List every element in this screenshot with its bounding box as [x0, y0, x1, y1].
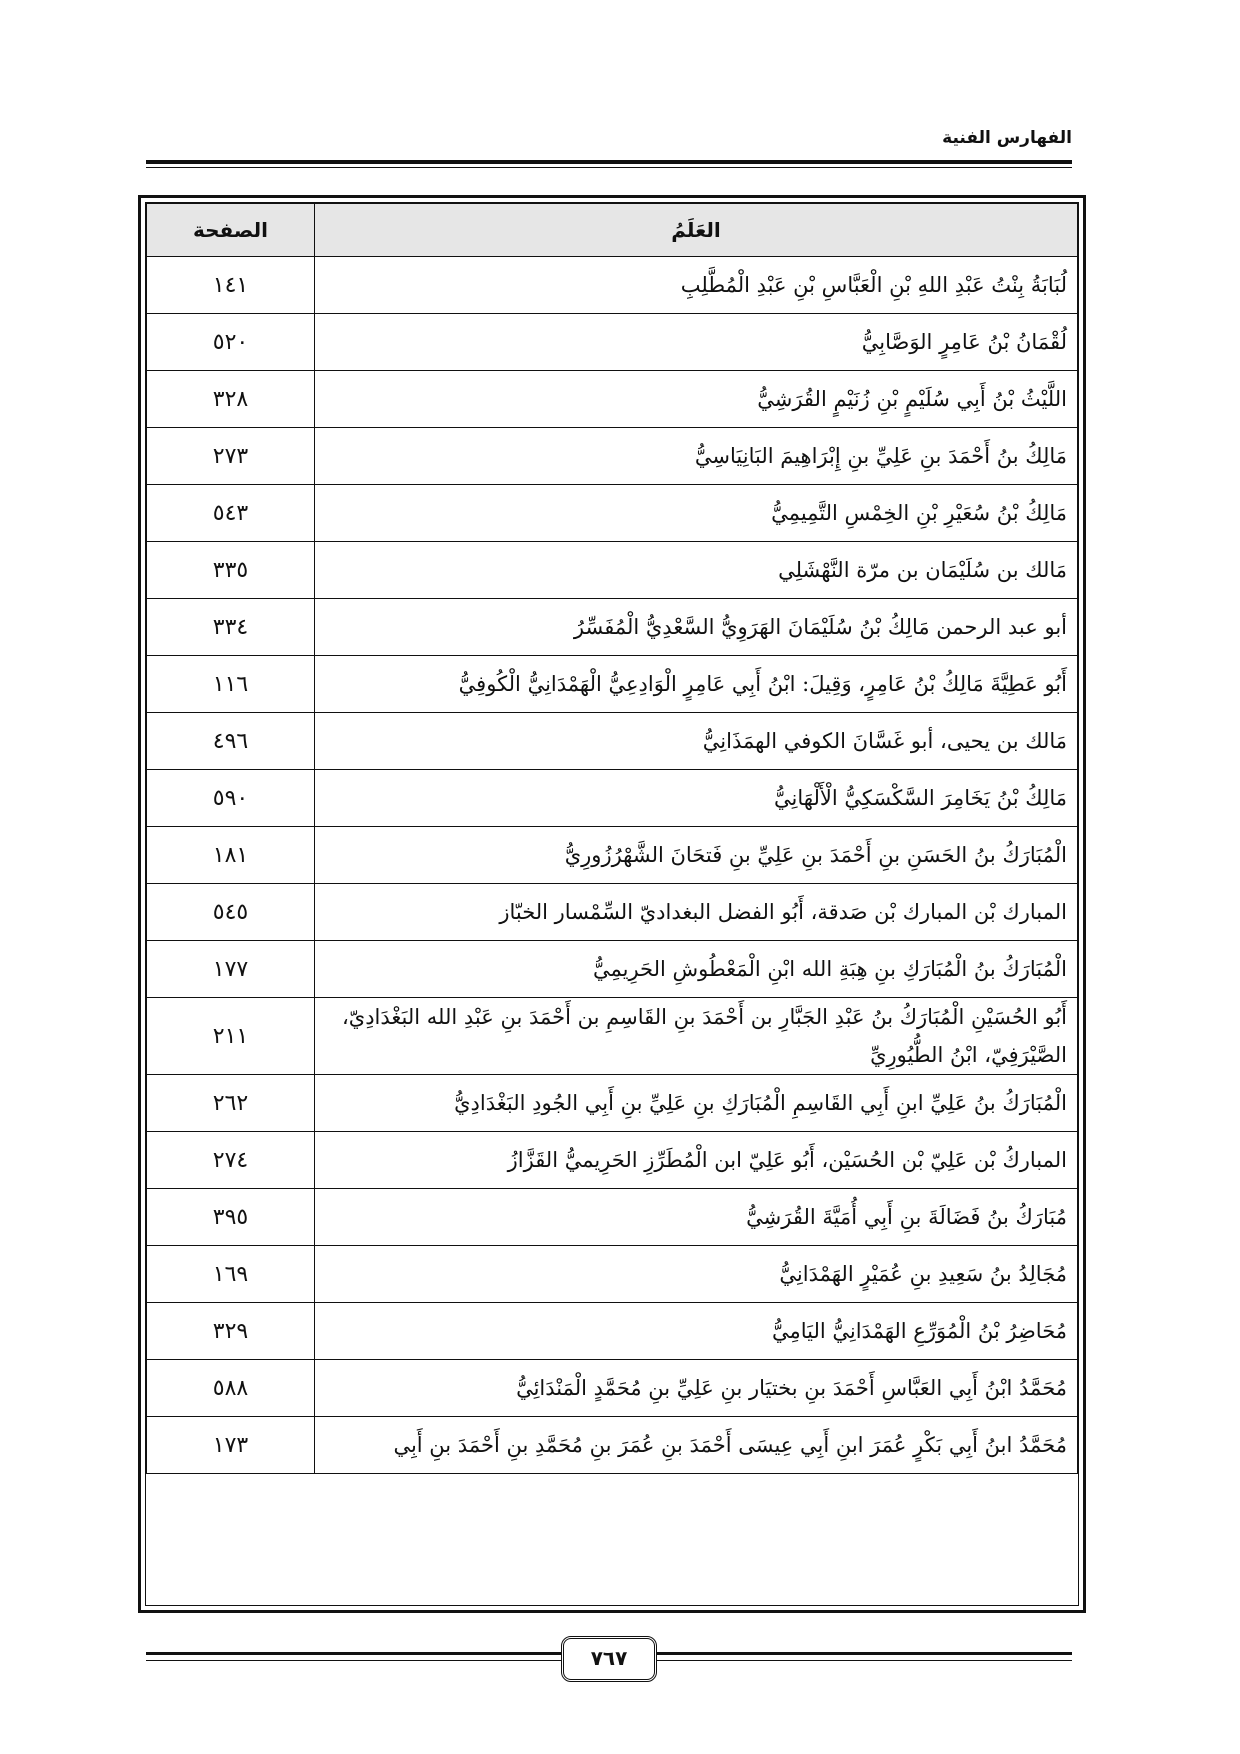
page-reference: ٣٢٩: [147, 1303, 315, 1360]
table-row: [147, 485, 1078, 542]
page-reference: ٣٣٤: [147, 599, 315, 656]
page-reference: ١٦٩: [147, 1246, 315, 1303]
table-header-row: [147, 204, 1078, 257]
table-row: [147, 314, 1078, 371]
column-header-name: العَلَمُ: [315, 204, 1078, 257]
table-row: [147, 998, 1078, 1075]
page-reference: ٥٤٥: [147, 884, 315, 941]
running-head: الفهارس الفنية: [942, 128, 1072, 148]
person-name: لُبَابَةُ بِنْتُ عَبْدِ اللهِ بْنِ الْعَبَّاسِ بْنِ عَبْدِ الْمُطَّلِبِ: [315, 257, 1078, 314]
person-name: أَبُو عَطِيَّةَ مَالِكُ بْنُ عَامِرٍ، وَقِيلَ: ابْنُ أَبِي عَامِرٍ الْوَادِعِيُّ الْهَمْدَانِيُّ الْكُوفِيُّ: [315, 656, 1078, 713]
footer: [146, 1636, 1072, 1686]
person-name: أَبُو الحُسَيْنِ الْمُبَارَكُ بنُ عَبْدِ الجَبَّارِ بن أَحْمَدَ بنِ القَاسِمِ بن أَحْمَدَ بنِ عَبْدِ الله البَغْدَادِيّ، الصَّيْرَفِيّ، ابْنُ الطُّيُورِيِّ: [315, 998, 1078, 1075]
page-reference: ٢٦٢: [147, 1075, 315, 1132]
page-reference: ٥٨٨: [147, 1360, 315, 1417]
person-name: مَالِكُ بْنُ يَخَامِرَ السَّكْسَكِيُّ الْأَلْهَانِيُّ: [315, 770, 1078, 827]
table-row: [147, 770, 1078, 827]
person-name: اللَّيْثُ بْنُ أَبِي سُلَيْمٍ بْنِ زُنَيْمٍ القُرَشِيُّ: [315, 371, 1078, 428]
page-reference: ٥٤٣: [147, 485, 315, 542]
page-reference: ١٧٧: [147, 941, 315, 998]
page-reference: ٥٢٠: [147, 314, 315, 371]
table-row: [147, 1417, 1078, 1474]
person-name: مُحَمَّدُ ابنُ أَبِي بَكْرٍ عُمَرَ ابنِ أَبِي عِيسَى أَحْمَدَ بنِ عُمَرَ بنِ مُحَمَّدِ بنِ أَحْمَدَ بنِ أَبِي: [315, 1417, 1078, 1474]
person-name: مُجَالِدُ بنُ سَعِيدِ بنِ عُمَيْرٍ الهَمْدَانِيُّ: [315, 1246, 1078, 1303]
person-name: الْمُبَارَكُ بنُ الحَسَنِ بنِ أَحْمَدَ بنِ عَلِيِّ بنِ فَتحَانَ الشَّهْرُزُورِيُّ: [315, 827, 1078, 884]
table-row: [147, 371, 1078, 428]
table-row: [147, 941, 1078, 998]
person-name: المباركُ بْن عَلِيّ بْن الحُسَيْن، أَبُو عَلِيّ ابن الْمُطَرِّزِ الحَرِيميُّ القَزَّازُ: [315, 1132, 1078, 1189]
table-row: [147, 257, 1078, 314]
table-row: [147, 884, 1078, 941]
index-table-frame: [138, 195, 1086, 1613]
page-reference: ١٤١: [147, 257, 315, 314]
person-name: لُقْمَانُ بْنُ عَامِرٍ الوَصَّابِيُّ: [315, 314, 1078, 371]
table-row: [147, 1132, 1078, 1189]
header-rule: [146, 160, 1072, 168]
page-reference: ٢٧٤: [147, 1132, 315, 1189]
page-reference: ٣٩٥: [147, 1189, 315, 1246]
person-name: مَالِكُ بنُ أَحْمَدَ بنِ عَلِيِّ بنِ إِبْرَاهِيمَ البَانِيَاسِيُّ: [315, 428, 1078, 485]
table-row: [147, 1075, 1078, 1132]
page-number: ٧٦٧: [561, 1636, 657, 1682]
person-name: مَالك بن سُلَيْمَان بن مرّة النَّهْشَلِي: [315, 542, 1078, 599]
page-reference: ٤٩٦: [147, 713, 315, 770]
page-reference: ١١٦: [147, 656, 315, 713]
person-name: مَالك بن يحيى، أبو غَسَّانَ الكوفي الهمَذَانِيُّ: [315, 713, 1078, 770]
person-name: الْمُبَارَكُ بنُ الْمُبَارَكِ بنِ هِبَةِ الله ابْنِ الْمَعْطُوشِ الحَرِيمِيُّ: [315, 941, 1078, 998]
person-name: أبو عبد الرحمن مَالِكُ بْنُ سُلَيْمَانَ الهَرَوِيُّ السَّعْدِيُّ الْمُفَسِّرُ: [315, 599, 1078, 656]
page-reference: ١٨١: [147, 827, 315, 884]
column-header-page: الصفحة: [147, 204, 315, 257]
table-row: [147, 827, 1078, 884]
index-table: [146, 203, 1078, 1474]
page-reference: ٣٣٥: [147, 542, 315, 599]
table-row: [147, 1189, 1078, 1246]
page-reference: ٥٩٠: [147, 770, 315, 827]
table-row: [147, 1303, 1078, 1360]
table-row: [147, 656, 1078, 713]
person-name: مُحَاضِرُ بْنُ الْمُوَرِّعِ الهَمْدَانِيُّ اليَامِيُّ: [315, 1303, 1078, 1360]
table-row: [147, 713, 1078, 770]
person-name: مُحَمَّدُ ابْنُ أَبِي العَبَّاسِ أَحْمَدَ بنِ بختيَار بنِ عَلِيِّ بنِ مُحَمَّدٍ الْمَنْدَائِيُّ: [315, 1360, 1078, 1417]
page-reference: ٣٢٨: [147, 371, 315, 428]
page-reference: ١٧٣: [147, 1417, 315, 1474]
person-name: مُبَارَكُ بنُ فَضَالَةَ بنِ أَبِي أُمَيَّةَ القُرَشِيُّ: [315, 1189, 1078, 1246]
table-row: [147, 1246, 1078, 1303]
page-reference: ٢٧٣: [147, 428, 315, 485]
person-name: مَالِكُ بْنُ سُعَيْرِ بْنِ الخِمْسِ التَّمِيمِيُّ: [315, 485, 1078, 542]
table-row: [147, 599, 1078, 656]
person-name: المبارك بْن المبارك بْن صَدقة، أَبُو الفضل البغداديّ السِّمْسار الخبّاز: [315, 884, 1078, 941]
page-reference: ٢١١: [147, 998, 315, 1075]
table-row: [147, 1360, 1078, 1417]
table-row: [147, 428, 1078, 485]
table-row: [147, 542, 1078, 599]
person-name: الْمُبَارَكُ بنُ عَلِيِّ ابنِ أَبِي القَاسِمِ الْمُبَارَكِ بنِ عَلِيِّ بنِ أَبِي الجُودِ البَغْدَادِيُّ: [315, 1075, 1078, 1132]
